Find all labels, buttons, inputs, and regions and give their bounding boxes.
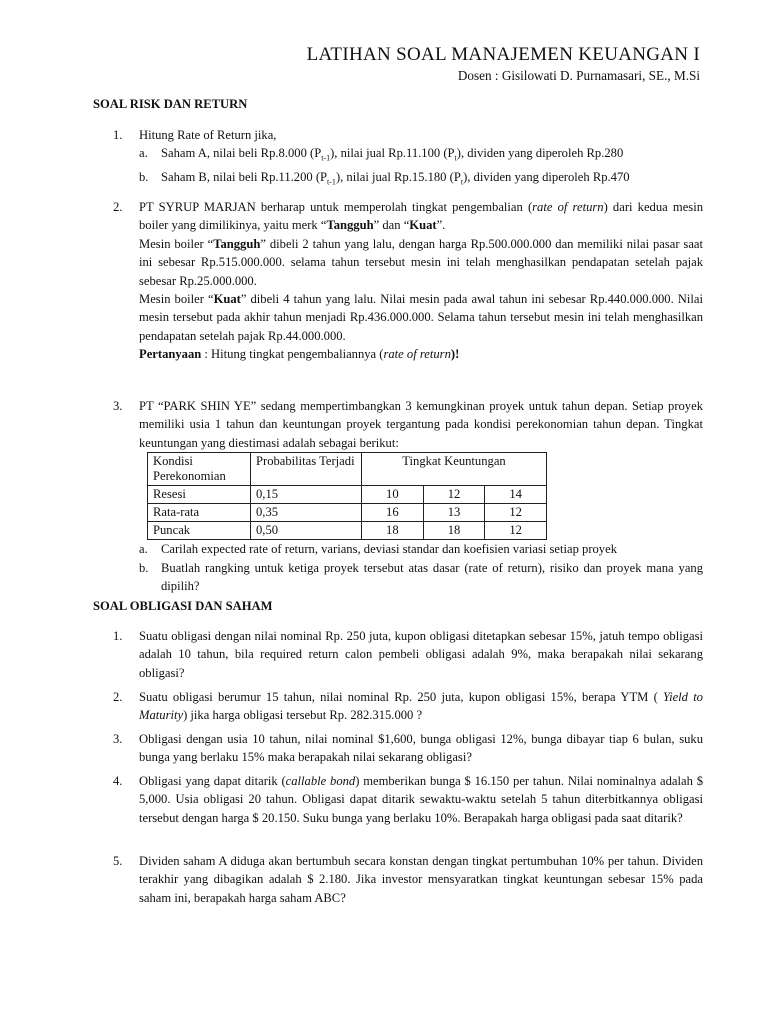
table-row [148,504,547,522]
cell-prob: 0,35 [251,504,362,522]
paragraph-question [139,345,703,363]
italic-term: rate of return [383,347,451,362]
cell-value: 14 [485,486,547,504]
text: ” dan “ [373,218,410,233]
subscript: t-1 [327,177,336,187]
table-row [148,486,547,504]
question-text: Obligasi dengan usia 10 tahun, nilai nominal $1,600, bunga obligasi 12%, bunga dibayar tiap 6 bulan, suku bunga yang berlaku 15% maka berapakah nilai sekarang obligasi? [139,732,703,765]
cell-value: 12 [485,504,547,522]
text: ) jika harga obligasi tersebut Rp. 282.315.000 ? [183,708,423,723]
cell-kondisi: Resesi [148,486,251,504]
bold-term: Tangguh [326,218,374,233]
text: ) dari kedua mesin boiler yang dimilikinya, yaitu merk “ [139,200,703,233]
text: PT SYRUP MARJAN berharap untuk memperolah tingkat pengembalian ( [139,200,533,214]
text: ), nilai jual Rp.15.180 (P [335,170,461,185]
header-probabilitas: Probabilitas Terjadi [251,453,362,486]
section-heading-obligasi-saham: SOAL OBLIGASI DAN SAHAM [93,599,273,613]
lecturer-line: Dosen : Gisilowati D. Purnamasari, SE., M.Si [457,68,700,83]
question-number: 1. [113,128,123,142]
text: Saham A, nilai beli Rp.8.000 (P [161,146,322,161]
cell-value: 13 [423,504,485,522]
sub-question-b [139,559,703,596]
cell-value: 10 [362,486,424,504]
cell-value: 18 [362,522,424,540]
bold-term: Tangguh [213,236,261,251]
italic-term: rate of return [532,200,604,214]
bold-term: Kuat [409,218,437,233]
text: ” dibeli 2 tahun yang lalu, dengan harga Rp.500.000.000 dan memiliki nilai pasar saat ini sebesar Rp.515.000.000. selama tahun tersebut mesin ini telah menghasilkan pendapatan setelah pajak sebesar Rp.25.000.000. [139,236,703,288]
profit-table [147,452,547,540]
subscript: t [460,177,464,187]
cell-value: 12 [485,522,547,540]
text: Obligasi yang dapat ditarik ( [139,774,286,788]
question-obligasi-2 [113,688,703,725]
text: ) memberikan bunga $ 16.150 per tahun. Nilai nominalnya adalah $ 5,000. Usia obligasi 20 tahun. Obligasi dapat ditarik sewaktu-waktu setelah 5 tahun diterbitkannya obligasi tersebut dengan harga $ 20.150. Suku bunga yang berlaku 10%. Berapakah harga obligasi pada saat ditarik? [139,774,703,825]
paragraph-kuat [139,290,703,345]
text: ), dividen yang diperoleh Rp.470 [463,170,630,185]
bold-label: Pertanyaan [139,347,202,362]
bold-term: Kuat [213,292,241,307]
question-text [139,688,703,725]
sub-letter: b. [139,170,149,185]
subscript: t [454,153,457,163]
cell-value: 18 [423,522,485,540]
question-obligasi-3 [113,730,703,767]
question-number: 3. [113,399,123,413]
text: ), dividen yang diperoleh Rp.280 [456,146,624,161]
question-1-rate-of-return [113,126,703,192]
question-2-syrup-marjan [113,198,703,364]
text: Suatu obligasi berumur 15 tahun, nilai nominal Rp. 250 juta, kupon obligasi 15%, berapa YTM ( [139,690,663,704]
text: Mesin boiler “ [139,236,214,251]
question-obligasi-4 [113,772,703,827]
question-intro: Hitung Rate of Return jika, [139,128,277,142]
sub-letter: a. [139,542,148,557]
text: : Hitung tingkat pengembaliannya ( [201,347,384,362]
cell-value: 16 [362,504,424,522]
question-number: 5. [113,854,123,868]
subscript: t-1 [321,153,331,163]
cell-kondisi: Puncak [148,522,251,540]
question-text: Suatu obligasi dengan nilai nominal Rp. 250 juta, kupon obligasi ditetapkan sebesar 15%, jatuh tempo obligasi adalah 10 tahun, bila required return calon pembeli obligasi adalah 9%, maka berapakah nilai sekarang obligasi? [139,629,703,680]
cell-value: 12 [423,486,485,504]
question-number: 2. [113,200,123,214]
question-text: Dividen saham A diduga akan bertumbuh secara konstan dengan tingkat pertumbuhan 10% per tahun. Dividen terakhir yang dibagikan adalah $ 2.180. Jika investor mensyaratkan tingkat keuntungan sebesar 15% pada saham ini, berapakah harga saham ABC? [139,854,703,905]
sub-letter: a. [139,146,148,161]
question-text [139,772,703,827]
sub-question-b [139,168,703,192]
sub-question-a [139,144,703,168]
italic-term: Yield to Maturity [139,690,703,723]
table-row [148,522,547,540]
cell-kondisi: Rata-rata [148,504,251,522]
section-heading-risk-return: SOAL RISK DAN RETURN [93,97,248,111]
table-header-row [148,453,547,486]
cell-prob: 0,15 [251,486,362,504]
text: Mesin boiler “ [139,292,214,307]
question-number: 2. [113,690,123,704]
question-3-park-shin-ye [113,397,703,595]
header-tingkat-keuntungan: Tingkat Keuntungan [362,453,547,486]
question-number: 1. [113,629,123,643]
text: ”. [436,218,446,233]
question-saham-5 [113,852,703,907]
text: Buatlah rangking untuk ketiga proyek tersebut atas dasar (rate of return), risiko dan proyek mana yang dipilih? [161,560,703,594]
document-title: LATIHAN SOAL MANAJEMEN KEUANGAN I [306,44,700,65]
text: Carilah expected rate of return, varians, deviasi standar dan koefisien variasi setiap proyek [161,542,617,557]
question-number: 3. [113,732,123,746]
sub-letter: b. [139,560,149,575]
text: Saham B, nilai beli Rp.11.200 (P [161,170,328,185]
text: ” dibeli 4 tahun yang lalu. Nilai mesin pada awal tahun ini sebesar Rp.440.000.000. Nilai mesin tersebut pada akhir tahun menjadi Rp.436.000.000. Selama tahun tersebut mesin ini telah menghasilkan pendapatan setelah pajak Rp.44.000.000. [139,292,703,343]
text: )! [450,347,460,362]
question-obligasi-1 [113,627,703,682]
paragraph-intro [139,198,703,235]
header-kondisi: Kondisi Perekonomian [148,453,251,486]
italic-term: callable bond [285,774,356,788]
cell-prob: 0,50 [251,522,362,540]
question-intro: PT “PARK SHIN YE” sedang mempertimbangkan 3 kemungkinan proyek untuk tahun depan. Setiap proyek memiliki usia 1 tahun dan keuntungan proyek tergantung pada kondisi perekonomian tahun depan. Tingkat keuntungan yang diestimasi adalah sebagai berikut: [139,399,703,450]
question-number: 4. [113,774,123,788]
paragraph-tangguh [139,235,703,290]
text: ), nilai jual Rp.11.100 (P [330,146,455,161]
sub-question-a [139,540,703,558]
